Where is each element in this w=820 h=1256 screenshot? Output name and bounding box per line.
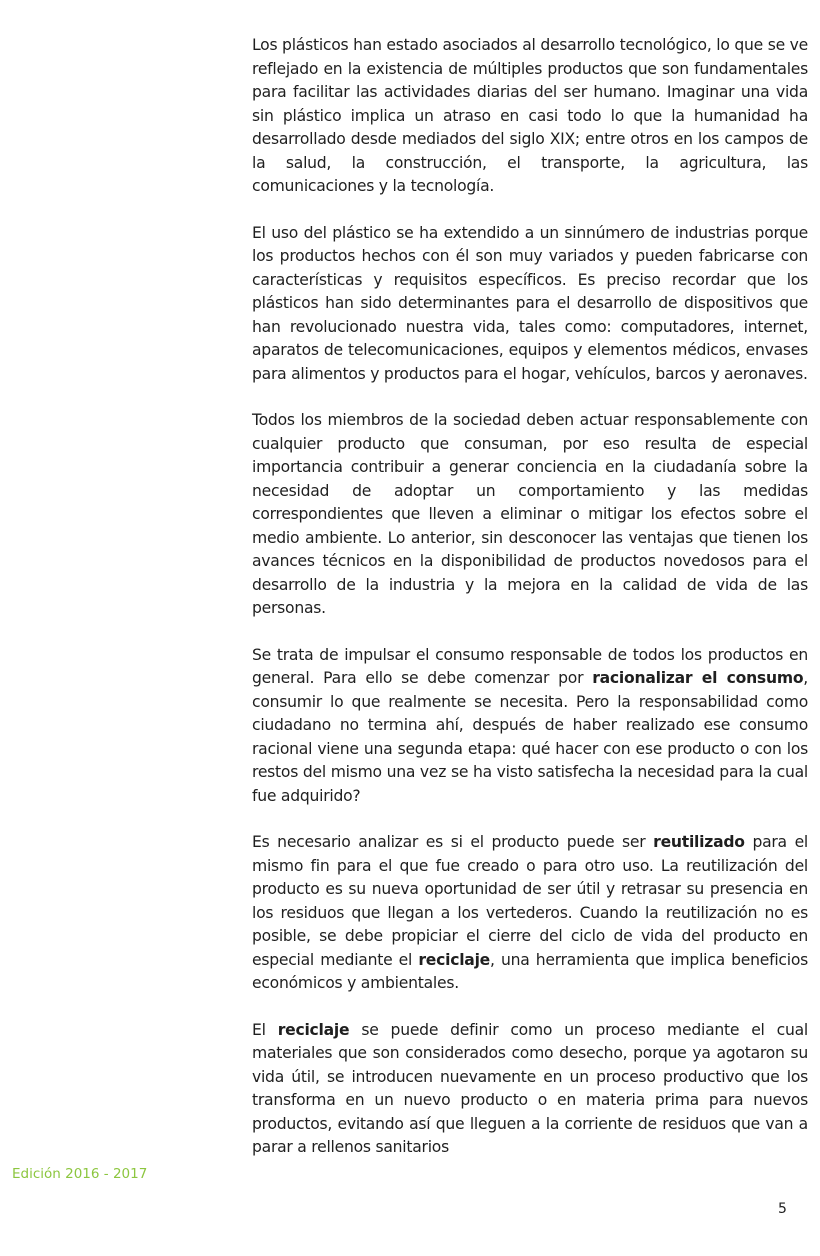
page-body (252, 34, 808, 1183)
emphasis-reutilizado: reutilizado (653, 833, 745, 851)
paragraph-text: El (252, 1020, 278, 1039)
paragraph-society-responsibility (252, 409, 808, 621)
paragraph-responsible-consumption (252, 644, 808, 809)
paragraph-plastics-technology (252, 34, 808, 199)
paragraph-text: Es necesario analizar es si el producto puede ser (252, 833, 654, 851)
emphasis-reciclaje: reciclaje (418, 950, 490, 969)
paragraph-recycling-definition (252, 1019, 808, 1160)
paragraph-text: se puede definir como un proceso mediante el cual materiales que son considerados como desecho, porque ya agotaron su vida útil, se introducen nuevamente en un proceso productivo que los transforma en un nuevo producto o en materia prima para nuevos productos, evitando así que lleguen a la corriente de residuos que van a parar a rellenos sanitarios (252, 1020, 808, 1156)
paragraph-text: Los plásticos han estado asociados al desarrollo tecnológico, lo que se ve reflejado en la existencia de múltiples productos que son fundamentales para facilitar las actividades diarias del ser humano. Imaginar una vida sin plástico implica un atraso en casi todo lo que la humanidad ha desarrollado desde mediados del siglo XIX; entre otros en los campos de la salud, la construcción, el transporte, la agricultura, las comunicaciones y la tecnología. (252, 36, 808, 195)
edition-label: Edición 2016 - 2017 (12, 1166, 148, 1182)
page-number: 5 (778, 1201, 787, 1217)
emphasis-reciclaje: reciclaje (277, 1020, 350, 1039)
paragraph-plastics-industries (252, 222, 808, 387)
emphasis-racionalizar: racionalizar el consumo (592, 669, 804, 687)
paragraph-reuse (252, 831, 808, 996)
paragraph-text: , consumir lo que realmente se necesita. Pero la responsabilidad como ciudadano no termina ahí, después de haber realizado ese consumo racional viene una segunda etapa: qué hacer con ese producto o con los restos del mismo una vez se ha visto satisfecha la necesidad para la cual fue adquirido? (252, 669, 808, 805)
paragraph-text: , una herramienta que implica beneficios económicos y ambientales. (252, 950, 808, 992)
paragraph-text: Todos los miembros de la sociedad deben actuar responsablemente con cualquier producto que consuman, por eso resulta de especial importancia contribuir a generar conciencia en la ciudadanía sobre la necesidad de adoptar un comportamiento y las medidas correspondientes que lleven a eliminar o mitigar los efectos sobre el medio ambiente. Lo anterior, sin desconocer las ventajas que tienen los avances técnicos en la disponibilidad de productos novedosos para el desarrollo de la industria y la mejora en la calidad de vida de las personas. (252, 411, 808, 617)
paragraph-text: para el mismo fin para el que fue creado o para otro uso. La reutilización del producto es su nueva oportunidad de ser útil y retrasar su presencia en los residuos que llegan a los vertederos. Cuando la reutilización no es posible, se debe propiciar el cierre del ciclo de vida del producto en especial mediante el (252, 833, 808, 969)
paragraph-text: Se trata de impulsar el consumo responsable de todos los productos en general. Para ello se debe comenzar por (252, 645, 808, 687)
paragraph-text: El uso del plástico se ha extendido a un sinnúmero de industrias porque los productos hechos con él son muy variados y pueden fabricarse con características y requisitos específicos. Es preciso recordar que los plásticos han sido determinantes para el desarrollo de dispositivos que han revolucionado nuestra vida, tales como: computadores, internet, aparatos de telecomunicaciones, equipos y elementos médicos, envases para alimentos y productos para el hogar, vehículos, barcos y aeronaves. (252, 223, 808, 383)
